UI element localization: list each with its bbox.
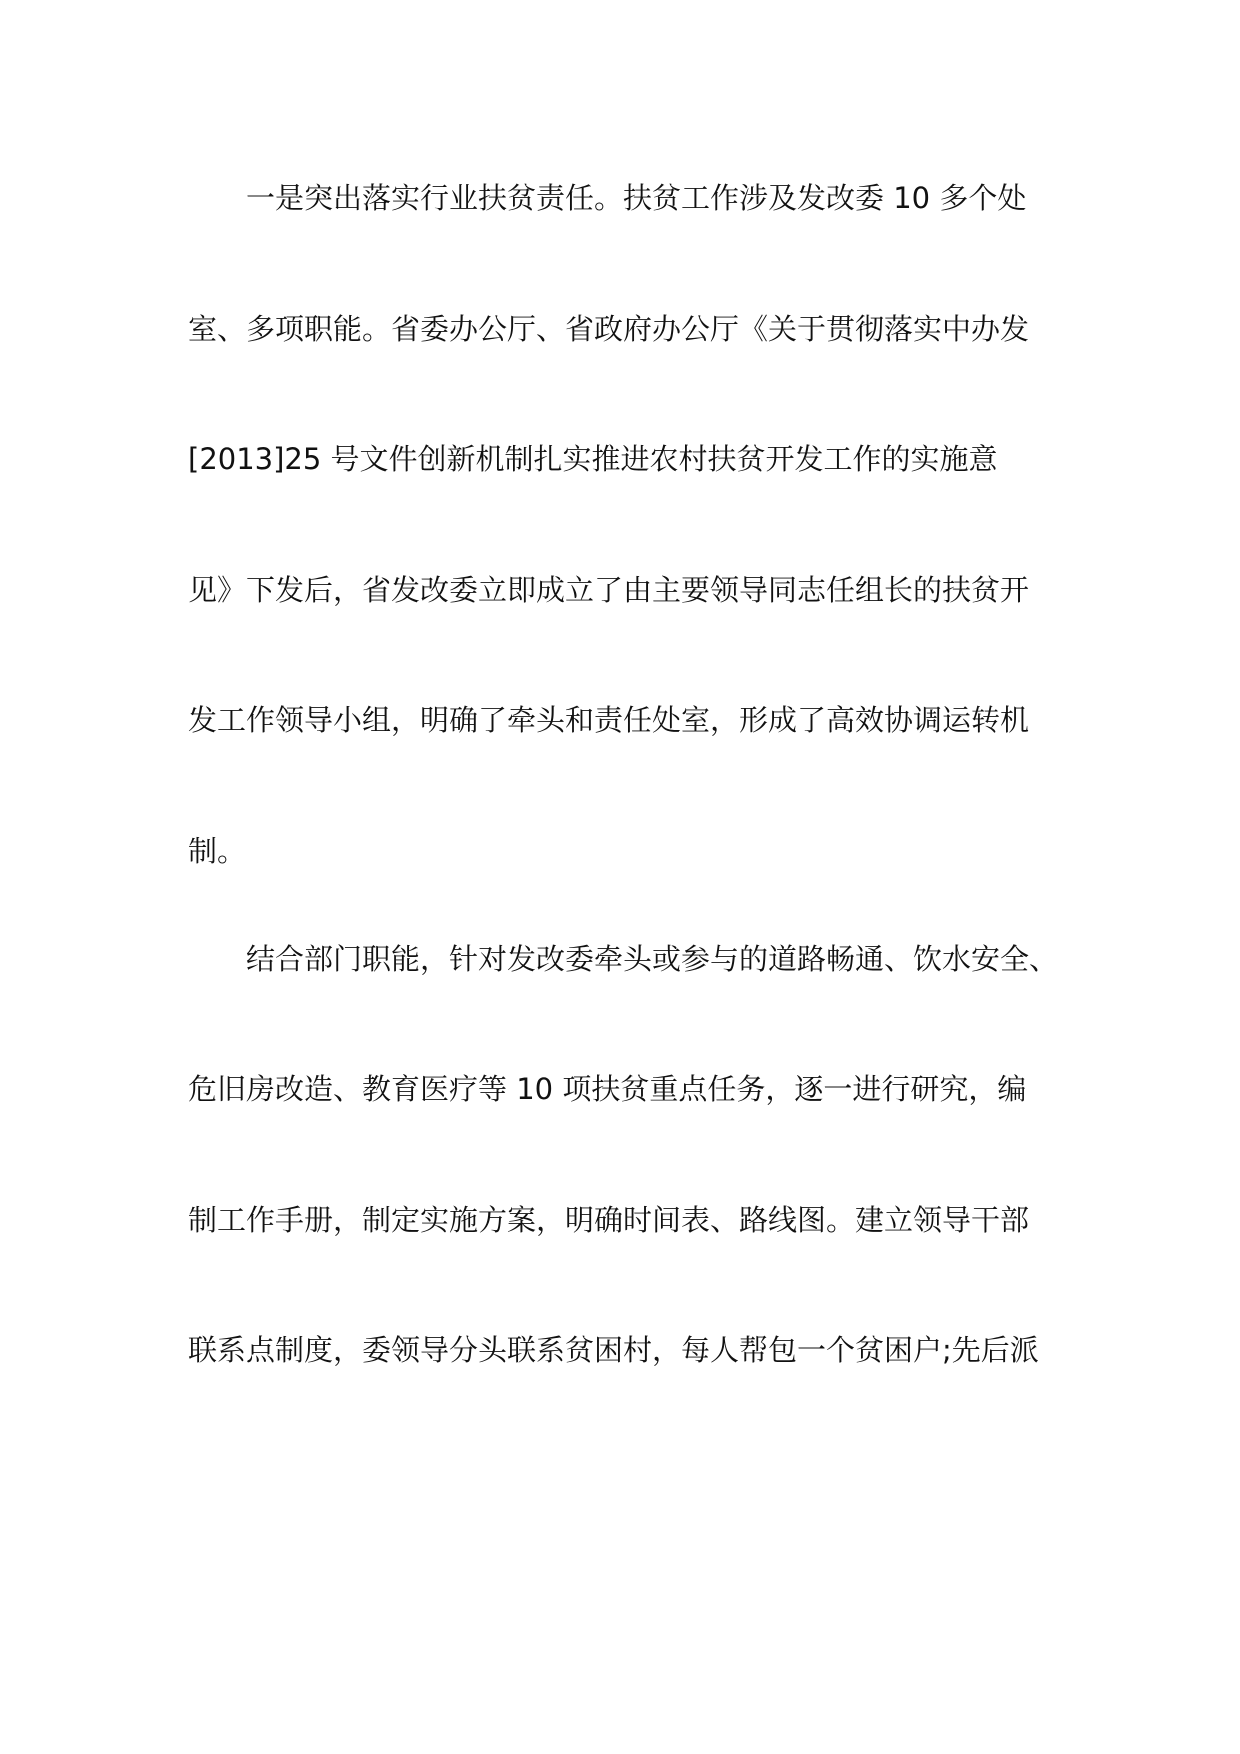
paragraph-line: 室、多项职能。省委办公厅、省政府办公厅《关于贯彻落实中办发 [188,312,1030,346]
paragraph-line: 结合部门职能，针对发改委牵头或参与的道路畅通、饮水安全、 [246,942,1059,976]
paragraph-line: 制。 [188,834,247,868]
paragraph-line: 联系点制度，委领导分头联系贫困村，每人帮包一个贫困户;先后派 [188,1333,1039,1367]
paragraph-line: [2013]25 号文件创新机制扎实推进农村扶贫开发工作的实施意 [188,442,998,476]
paragraph-line: 发工作领导小组，明确了牵头和责任处室，形成了高效协调运转机 [188,703,1030,737]
paragraph-line: 见》下发后，省发改委立即成立了由主要领导同志任组长的扶贫开 [188,573,1030,607]
paragraph-line: 危旧房改造、教育医疗等 10 项扶贫重点任务，逐一进行研究，编 [188,1072,1027,1106]
paragraph-line: 一是突出落实行业扶贫责任。扶贫工作涉及发改委 10 多个处 [246,181,1027,215]
paragraph-line: 制工作手册，制定实施方案，明确时间表、路线图。建立领导干部 [188,1203,1030,1237]
